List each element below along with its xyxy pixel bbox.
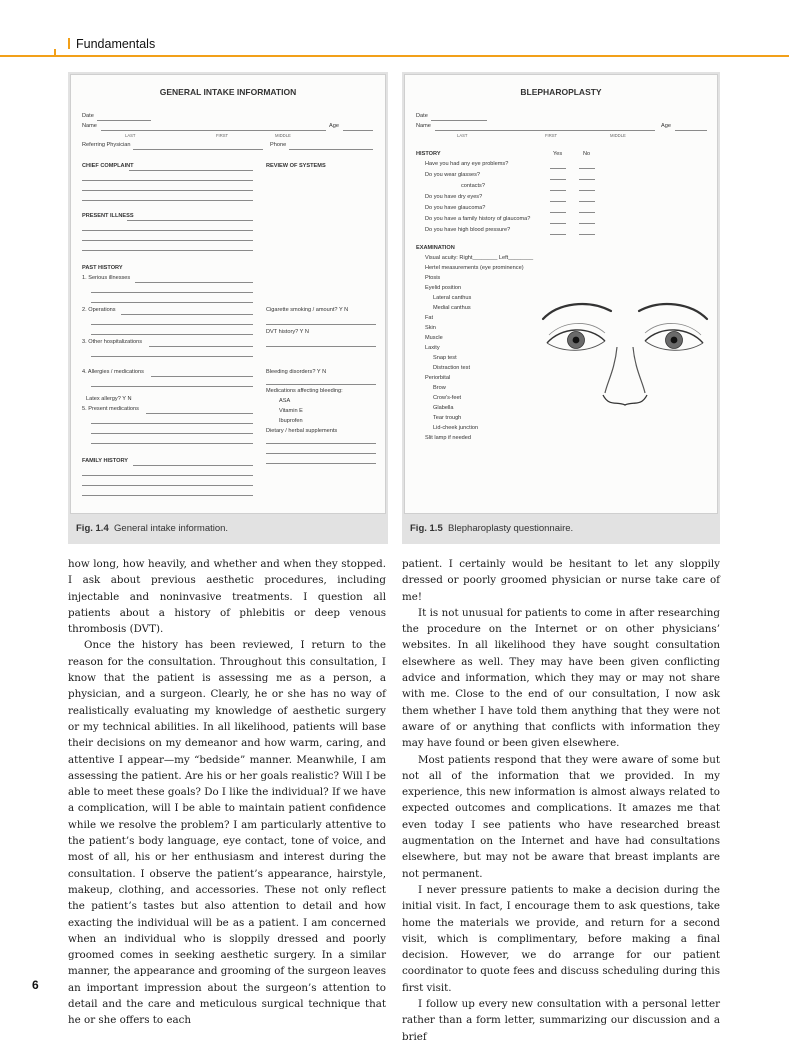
form-line [82,240,253,241]
form-label: Yes [553,151,563,157]
form-label: Dietary / herbal supplements [266,428,338,434]
form-heading: PAST HISTORY [82,265,123,271]
form-label: Do you wear glasses? [425,172,481,178]
form-label: Distraction test [433,365,470,371]
form-label: Eyelid position [425,285,462,291]
form-line [266,453,376,454]
form-line [579,234,595,235]
form-label: Tear trough [433,415,462,421]
form-sublabel: MIDDLE [275,133,291,138]
form-label: Bleeding disorders? Y N [266,369,327,375]
form-line [101,130,326,131]
figure-number: Fig. 1.4 [76,523,109,534]
form-line [550,212,566,213]
figure-caption-text: Blepharoplasty questionnaire. [448,523,574,534]
form-label: Date [82,113,94,119]
form-label: Visual acuity: Right________ Left________ [425,255,534,261]
form-label: ASA [279,398,291,404]
intake-form-title: GENERAL INTAKE INFORMATION [159,87,297,97]
form-label: Latex allergy? Y N [86,396,132,402]
form-label: 3. Other hospitalizations [82,339,143,345]
form-label: Periorbital [425,375,451,381]
form-sublabel: MIDDLE [610,133,626,138]
form-line [550,190,566,191]
form-line [550,234,566,235]
form-line [91,433,253,434]
form-label: Name [416,123,431,129]
form-line [579,179,595,180]
form-label: 2. Operations [82,307,116,313]
form-line [82,250,253,251]
form-label: Referring Physician [82,142,131,148]
intake-form-image [70,74,386,514]
form-label: 4. Allergies / medications [82,369,144,375]
form-line [266,346,376,347]
form-line [289,149,373,150]
form-label: Lateral canthus [433,295,472,301]
form-line [550,201,566,202]
form-sublabel: LAST [125,133,136,138]
form-line [550,168,566,169]
form-line [343,130,373,131]
paragraph: I follow up every new consultation with a personal letter rather than a form letter, summarizing our discussion and a brief [402,998,720,1043]
form-line [579,190,595,191]
form-label: Hertel measurements (eye prominence) [425,265,524,271]
form-label: Medications affecting bleeding: [266,388,343,394]
form-line [91,356,253,357]
form-line [97,120,151,121]
form-label: Muscle [425,335,443,341]
form-line [91,443,253,444]
form-line [91,423,253,424]
form-sublabel: FIRST [216,133,229,138]
form-line [149,346,253,347]
form-line [91,386,253,387]
form-label: Do you have glaucoma? [425,205,486,211]
form-label: Glabella [433,405,454,411]
form-label: Medial canthus [433,305,471,311]
figure-number: Fig. 1.5 [410,523,443,534]
form-line [135,282,253,283]
form-heading: CHIEF COMPLAINT [82,163,134,169]
form-label: Date [416,113,428,119]
form-label: Cigarette smoking / amount? Y N [266,307,349,313]
right-pupil [671,337,678,344]
right-eyebrow [639,304,707,319]
figure-caption [410,523,573,534]
form-label: Brow [433,385,446,391]
page-number: 6 [32,978,39,992]
form-label: Crow's-feet [433,395,462,401]
form-line [146,413,253,414]
form-line [121,314,253,315]
form-line [82,495,253,496]
figure-caption [76,523,228,534]
form-label: Age [329,123,339,129]
nose-left-line [605,347,617,393]
running-head [68,37,155,51]
form-label: 5. Present medications [82,406,139,412]
form-line [675,130,707,131]
form-sublabel: LAST [457,133,468,138]
form-line [82,200,253,201]
form-label: Laxity [425,345,440,351]
form-label: Fat [425,315,434,321]
figure-blepharoplasty [402,72,720,544]
form-heading: PRESENT ILLNESS [82,213,134,219]
running-head-bar [68,38,70,49]
form-line [91,302,253,303]
blepharoplasty-form-title: BLEPHAROPLASTY [520,87,602,97]
blepharoplasty-form-image [404,74,718,514]
form-label: Snap test [433,355,457,361]
form-line [151,376,253,377]
form-line [133,149,263,150]
form-label: Lid-cheek junction [433,425,479,431]
form-label: Do you have a family history of glaucoma? [425,216,531,222]
form-label: Do you have high blood pressure? [425,227,511,233]
form-line [82,475,253,476]
paragraph: I never pressure patients to make a decision during the initial visit. In fact, I encourage them to ask questions, take home the materials we provide, and return for a second visit, which is complimentary, before making a final decision. However, we do arrange for our patient coordinator to quote fees and discuss scheduling during this first visit. [402,883,720,994]
form-label: Phone [270,142,287,148]
nose-right-line [633,347,645,393]
form-heading: HISTORY [416,151,441,157]
form-label: Skin [425,325,436,331]
form-line [435,130,655,131]
form-label: Do you have dry eyes? [425,194,483,200]
form-line [266,384,376,385]
form-line [550,223,566,224]
form-line [266,324,376,325]
form-label: contacts? [461,183,485,189]
form-label: Name [82,123,97,129]
section-title: Fundamentals [76,37,156,51]
form-line [91,324,253,325]
form-line [82,230,253,231]
paragraph: Most patients respond that they were aware of some but not all of the information that we provided. In my experience, this new information is almost always related to expected outcomes and complications. It amazes me that even today I see patients who have researched breast augmentation on the Internet and have had consultations elsewhere, but may not be aware that breast implants are not permanent. [402,753,720,880]
form-line [82,190,253,191]
form-heading: REVIEW OF SYSTEMS [266,163,326,169]
figure-caption-text: General intake information. [114,523,229,534]
paragraph: how long, how heavily, and whether and when they stopped. I ask about previous aesthetic procedures, including injectable and noninvasive treatments. I question all patients about a history of phlebitis or deep venous thrombosis (DVT). [68,558,386,636]
form-label: Ptosis [425,275,441,281]
form-line [133,465,253,466]
paragraph: patient. I certainly would be hesitant to let any sloppily dressed or poorly groomed physician or nurse take care of me! [402,558,720,603]
form-label: No [583,151,591,157]
face-eyes-illustration [533,285,717,415]
form-label: Ibuprofen [279,418,303,424]
form-line [82,485,253,486]
form-label: 1. Serious illnesses [82,275,131,281]
form-line [91,334,253,335]
form-sublabel: FIRST [545,133,558,138]
form-line [82,180,253,181]
form-heading: FAMILY HISTORY [82,458,129,464]
form-line [579,168,595,169]
form-line [579,223,595,224]
paragraph: It is not unusual for patients to come in after researching the procedure on the Internet or on other physicians’ websites. In all likelihood they have sought consultation elsewhere as well. They may have been given conflicting advice and information, which they may or may not share with me. Close to the end of our consultation, I now ask them whether I have told them anything that they were not aware of or anything that conflicts with information they may have found or been given elsewhere. [402,606,720,750]
form-line [579,212,595,213]
left-pupil [573,337,580,344]
paragraph: Once the history has been reviewed, I return to the reason for the consultation. Throughout this consultation, I know that the patient is assessing me as a person, a physician, and a surgeon. Clearly, he or she has no way of realistically evaluating my knowledge of aesthetic surgery or my technical abilities. In all likelihood, patients will base their decisions on my demeanor and how warm, caring, and attentive I appear—my “bedside” manner. Meanwhile, I am assessing the patient. Are his or her goals realistic? Will I be able to meet these goals? Do I like the individual? If we have a complication, will I be able to maintain patient confidence while we resolve the problem? I am particularly attentive to the patient’s body language, eye contact, tone of voice, and most of all, his or her enthusiasm and interest during the consultation. I observe the patient’s appearance, hairstyle, makeup, clothing, and accessories. These not only reflect the patient’s tastes but also attention to detail and how exacting the individual will be as a patient. I am concerned when an individual who is sloppily dressed and poorly groomed comes in seeking aesthetic surgery. In a similar manner, the appearance and grooming of the surgeon leaves an important impression about the surgeon’s attention to detail and the care and meticulous surgical technique that he or she offers to each [68,639,386,1027]
form-label: DVT history? Y N [266,329,309,335]
form-label: Age [661,123,671,129]
form-line [266,443,376,444]
form-line [579,201,595,202]
text-column-left [68,556,386,1029]
form-label: Slit lamp if needed [425,435,472,441]
form-label: Have you had any eye problems? [425,161,509,167]
form-line [127,220,253,221]
form-heading: EXAMINATION [416,245,455,251]
figure-general-intake [68,72,388,544]
left-eyebrow [543,304,611,319]
form-line [91,292,253,293]
form-line [550,179,566,180]
nose-base [603,395,647,405]
form-line [266,463,376,464]
text-column-right [402,556,720,1045]
form-label: Vitamin E [279,408,303,414]
form-line [129,170,253,171]
header-rule [0,55,789,57]
form-line [431,120,487,121]
